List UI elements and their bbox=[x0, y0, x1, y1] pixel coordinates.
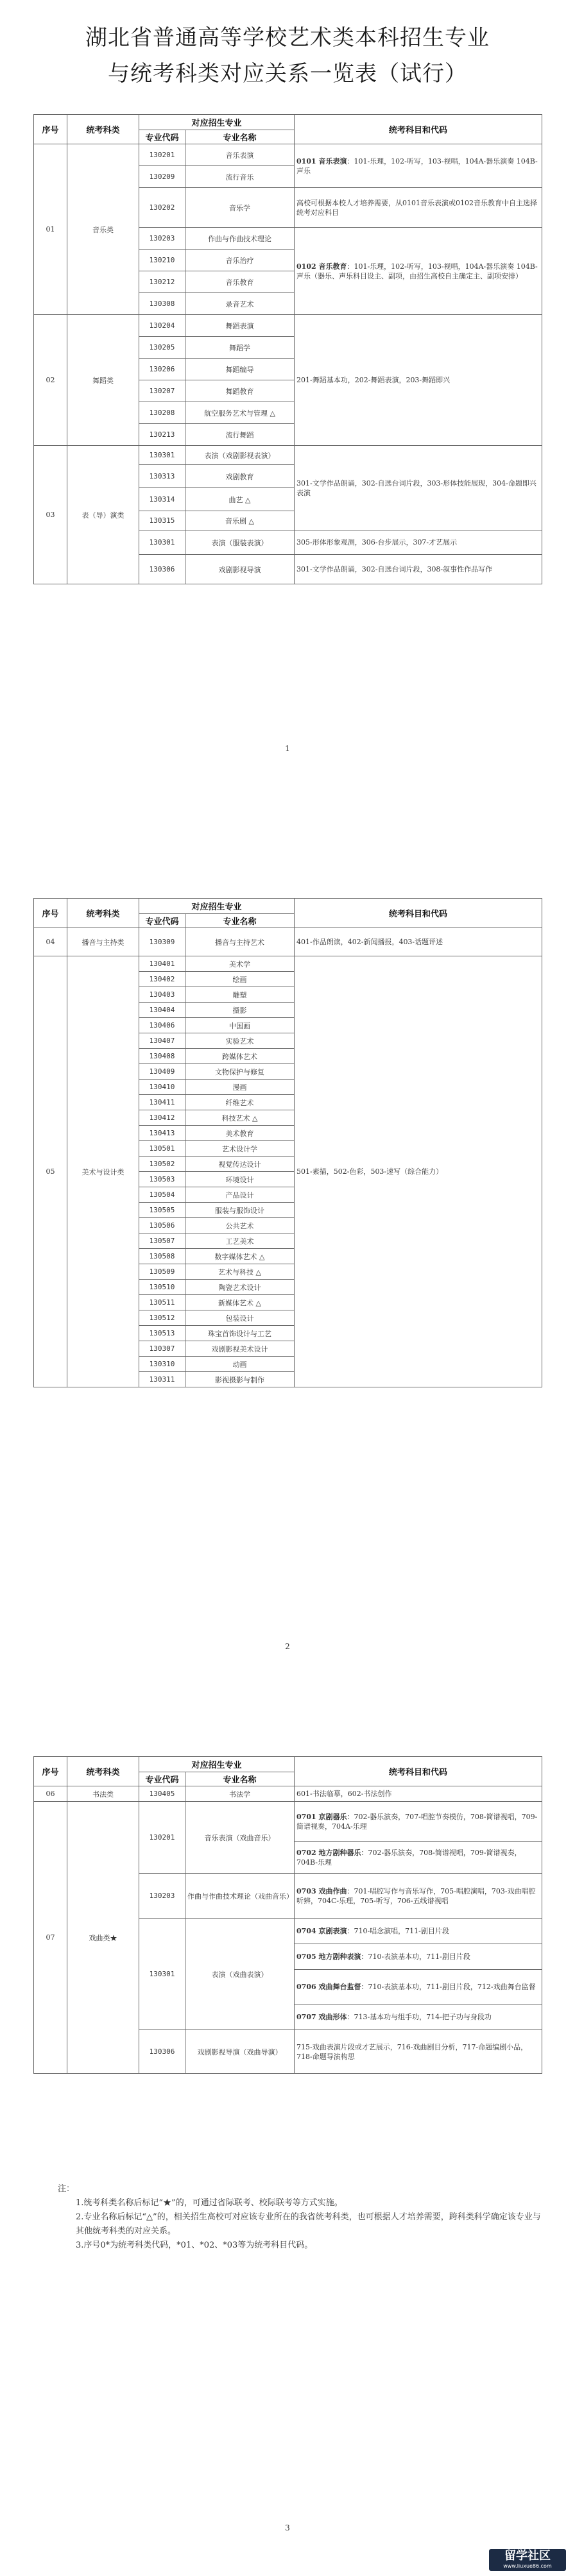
header-seq: 序号 bbox=[34, 899, 67, 928]
major-name: 跨媒体艺术 bbox=[185, 1049, 295, 1064]
exam-subjects: 715-戏曲表演片段或才艺展示，716-戏曲剧目分析，717-命题编剧小品，718-命题导演构思 bbox=[295, 2030, 542, 2074]
header-major-group: 对应招生专业 bbox=[139, 899, 295, 914]
exam-label: 0101 音乐表演 bbox=[296, 157, 347, 165]
exam-detail: ：702-器乐演奏，708-简谱视唱，709-简谱视奏，704B-乐理 bbox=[296, 1848, 522, 1867]
major-code: 130410 bbox=[139, 1080, 185, 1095]
exam-detail: ：710-表演基本功，711-剧目片段，712-戏曲舞台监督 bbox=[361, 1983, 536, 1991]
major-code: 130203 bbox=[139, 1874, 185, 1919]
major-name: 艺术与科技 △ bbox=[185, 1264, 295, 1280]
document-title-line1: 湖北省普通高等学校艺术类本科招生专业 bbox=[85, 25, 490, 51]
exam-subjects: 301-文学作品朗诵，302-自选台词片段，303-形体技能展现，304-命题即兴表演 bbox=[295, 446, 542, 530]
exam-subjects bbox=[295, 1919, 542, 1944]
major-code: 130201 bbox=[139, 144, 185, 166]
header-exam: 统考科目和代码 bbox=[295, 899, 542, 928]
major-code: 130301 bbox=[139, 530, 185, 555]
major-name: 中国画 bbox=[185, 1018, 295, 1033]
page-number: 3 bbox=[285, 2523, 290, 2532]
header-code: 专业代码 bbox=[139, 1772, 185, 1786]
header-major-group: 对应招生专业 bbox=[139, 1757, 295, 1772]
major-name: 戏剧影视美术设计 bbox=[185, 1341, 295, 1357]
major-code: 130509 bbox=[139, 1264, 185, 1280]
header-exam: 统考科目和代码 bbox=[295, 1757, 542, 1786]
header-category: 统考科类 bbox=[67, 1757, 139, 1786]
major-code: 130313 bbox=[139, 465, 185, 488]
page-number: 2 bbox=[285, 1642, 290, 1651]
note-item: 3.序号0*为统考科类代码，*01、*02、*03等为统考科目代码。 bbox=[76, 2241, 313, 2250]
exam-subjects bbox=[295, 1970, 542, 2004]
major-code: 130204 bbox=[139, 315, 185, 337]
major-code: 130208 bbox=[139, 402, 185, 424]
major-code: 130405 bbox=[139, 1786, 185, 1802]
exam-subjects: 601-书法临摹，602-书法创作 bbox=[295, 1786, 542, 1802]
category-cell: 书法类 bbox=[67, 1786, 139, 1802]
major-code: 130206 bbox=[139, 359, 185, 380]
major-code: 130310 bbox=[139, 1357, 185, 1372]
major-code: 130406 bbox=[139, 1018, 185, 1033]
major-name: 曲艺 △ bbox=[185, 488, 295, 511]
major-name: 音乐学 bbox=[185, 188, 295, 228]
major-name: 纤维艺术 bbox=[185, 1095, 295, 1110]
exam-subjects: 501-素描，502-色彩，503-速写（综合能力） bbox=[295, 956, 542, 1387]
exam-label: 0701 京剧器乐 bbox=[296, 1812, 347, 1821]
major-code: 130301 bbox=[139, 446, 185, 465]
major-name: 录音艺术 bbox=[185, 293, 295, 315]
major-code: 130205 bbox=[139, 337, 185, 359]
major-name: 舞蹈学 bbox=[185, 337, 295, 359]
exam-subjects: 高校可根据本校人才培养需要，从0101音乐表演或0102音乐教育中自主选择统考对应科目 bbox=[295, 188, 542, 228]
major-code: 130213 bbox=[139, 424, 185, 446]
watermark-logo bbox=[489, 2549, 566, 2571]
seq-cell: 06 bbox=[34, 1786, 67, 1802]
major-name: 陶瓷艺术设计 bbox=[185, 1280, 295, 1295]
major-name: 表演（戏曲表演） bbox=[185, 1919, 295, 2030]
exam-subjects: 401-作品朗读，402-新闻播报，403-话题评述 bbox=[295, 928, 542, 956]
major-name: 科技艺术 △ bbox=[185, 1110, 295, 1126]
major-name: 服装与服饰设计 bbox=[185, 1203, 295, 1218]
major-name: 摄影 bbox=[185, 1003, 295, 1018]
major-name: 音乐表演（戏曲音乐） bbox=[185, 1802, 295, 1874]
exam-detail: ：710-表演基本功，711-剧目片段 bbox=[361, 1953, 470, 1961]
exam-detail: ：713-基本功与组手功，714-把子功与身段功 bbox=[347, 2013, 492, 2021]
exam-subjects bbox=[295, 144, 542, 188]
watermark-text: 留学社区 bbox=[504, 2549, 551, 2563]
exam-detail: ：702-器乐演奏，707-唱腔节奏模仿，708-简谱视唱，709-简谱视奏，704A-乐理 bbox=[296, 1812, 538, 1831]
major-code: 130209 bbox=[139, 166, 185, 188]
exam-subjects bbox=[295, 228, 542, 315]
major-code: 130212 bbox=[139, 271, 185, 293]
major-code: 130504 bbox=[139, 1187, 185, 1203]
major-code: 130503 bbox=[139, 1172, 185, 1187]
category-cell: 舞蹈类 bbox=[67, 315, 139, 446]
major-code: 130403 bbox=[139, 987, 185, 1003]
seq-cell: 03 bbox=[34, 446, 67, 584]
major-code: 130404 bbox=[139, 1003, 185, 1018]
major-name: 流行舞蹈 bbox=[185, 424, 295, 446]
major-name: 作曲与作曲技术理论（戏曲音乐） bbox=[185, 1874, 295, 1919]
major-name: 新媒体艺术 △ bbox=[185, 1295, 295, 1310]
exam-subjects bbox=[295, 1842, 542, 1874]
header-code: 专业代码 bbox=[139, 914, 185, 928]
document-title-line2: 与统考科类对应关系一览表（试行） bbox=[108, 61, 467, 87]
major-code: 130510 bbox=[139, 1280, 185, 1295]
exam-label: 0706 戏曲舞台监督 bbox=[296, 1983, 361, 1991]
seq-cell: 07 bbox=[34, 1802, 67, 2074]
note-item: 2.专业名称后标记“△”的，相关招生高校可对应该专业所在的我省统考科类，也可根据人才培养需要，跨科类科学确定该专业与其他统考科类的对应关系。 bbox=[76, 2212, 541, 2236]
major-name: 音乐剧 △ bbox=[185, 511, 295, 530]
exam-detail: ：710-唱念演唱，711-剧目片段 bbox=[347, 1927, 449, 1935]
major-name: 公共艺术 bbox=[185, 1218, 295, 1233]
major-name: 雕塑 bbox=[185, 987, 295, 1003]
major-name: 音乐教育 bbox=[185, 271, 295, 293]
exam-subjects bbox=[295, 1874, 542, 1919]
exam-subjects bbox=[295, 2004, 542, 2030]
major-code: 130502 bbox=[139, 1157, 185, 1172]
major-code: 130203 bbox=[139, 228, 185, 250]
major-code: 130511 bbox=[139, 1295, 185, 1310]
major-code: 130306 bbox=[139, 555, 185, 584]
major-code: 130307 bbox=[139, 1341, 185, 1357]
major-code: 130314 bbox=[139, 488, 185, 511]
major-name: 舞蹈教育 bbox=[185, 380, 295, 402]
watermark-url: www.liuxue86.com bbox=[503, 2563, 552, 2569]
major-name: 戏剧影视导演 bbox=[185, 555, 295, 584]
major-name: 播音与主持艺术 bbox=[185, 928, 295, 956]
major-code: 130301 bbox=[139, 1919, 185, 2030]
header-major-group: 对应招生专业 bbox=[139, 115, 295, 130]
header-code: 专业代码 bbox=[139, 130, 185, 144]
major-code: 130412 bbox=[139, 1110, 185, 1126]
major-code: 130501 bbox=[139, 1141, 185, 1157]
major-name: 珠宝首饰设计与工艺 bbox=[185, 1326, 295, 1341]
major-name: 舞蹈表演 bbox=[185, 315, 295, 337]
major-code: 130408 bbox=[139, 1049, 185, 1064]
seq-cell: 01 bbox=[34, 144, 67, 315]
major-name: 产品设计 bbox=[185, 1187, 295, 1203]
seq-cell: 04 bbox=[34, 928, 67, 956]
seq-cell: 05 bbox=[34, 956, 67, 1387]
header-seq: 序号 bbox=[34, 1757, 67, 1786]
major-code: 130411 bbox=[139, 1095, 185, 1110]
exam-detail: ：701-唱腔写作与音乐写作，705-唱腔演唱，703-戏曲唱腔听辨，704C-乐理，705-听写，706-五线谱视唱 bbox=[296, 1886, 536, 1905]
major-name: 环境设计 bbox=[185, 1172, 295, 1187]
header-name: 专业名称 bbox=[185, 130, 295, 144]
header-category: 统考科类 bbox=[67, 115, 139, 144]
major-name: 影视摄影与制作 bbox=[185, 1372, 295, 1387]
category-cell: 播音与主持类 bbox=[67, 928, 139, 956]
major-name: 航空服务艺术与管理 △ bbox=[185, 402, 295, 424]
header-name: 专业名称 bbox=[185, 1772, 295, 1786]
major-name: 艺术设计学 bbox=[185, 1141, 295, 1157]
exam-subjects bbox=[295, 1944, 542, 1970]
major-name: 流行音乐 bbox=[185, 166, 295, 188]
major-name: 绘画 bbox=[185, 972, 295, 987]
major-name: 音乐表演 bbox=[185, 144, 295, 166]
exam-subjects: 201-舞蹈基本功，202-舞蹈表演，203-舞蹈即兴 bbox=[295, 315, 542, 446]
category-cell: 戏曲类★ bbox=[67, 1802, 139, 2074]
major-code: 130210 bbox=[139, 250, 185, 271]
major-name: 工艺美术 bbox=[185, 1233, 295, 1249]
broadcast-art-table bbox=[33, 898, 542, 1387]
exam-subjects: 301-文学作品朗诵，302-自选台词片段，308-叙事性作品写作 bbox=[295, 555, 542, 584]
category-cell: 音乐类 bbox=[67, 144, 139, 315]
major-name: 美术学 bbox=[185, 956, 295, 972]
major-name: 表演（戏剧影视表演） bbox=[185, 446, 295, 465]
major-code: 130201 bbox=[139, 1802, 185, 1874]
notes-section bbox=[58, 2182, 545, 2253]
page-number: 1 bbox=[285, 744, 290, 753]
major-code: 130513 bbox=[139, 1326, 185, 1341]
exam-label: 0702 地方剧种器乐 bbox=[296, 1848, 361, 1857]
major-code: 130407 bbox=[139, 1033, 185, 1049]
exam-label: 0704 京剧表演 bbox=[296, 1927, 347, 1935]
major-name: 数字媒体艺术 △ bbox=[185, 1249, 295, 1264]
exam-detail: ：101-乐理，102-听写，103-视唱，104A-器乐演奏 104B-声乐 bbox=[296, 157, 538, 175]
major-code: 130207 bbox=[139, 380, 185, 402]
note-item: 1.统考科类名称后标记“★”的，可通过省际联考、校际联考等方式实施。 bbox=[76, 2198, 343, 2208]
exam-subjects: 305-形体形象观测，306-台步展示，307-才艺展示 bbox=[295, 530, 542, 555]
header-exam: 统考科目和代码 bbox=[295, 115, 542, 144]
major-name: 实验艺术 bbox=[185, 1033, 295, 1049]
header-category: 统考科类 bbox=[67, 899, 139, 928]
major-code: 130505 bbox=[139, 1203, 185, 1218]
major-code: 130401 bbox=[139, 956, 185, 972]
major-name: 美术教育 bbox=[185, 1126, 295, 1141]
major-code: 130512 bbox=[139, 1310, 185, 1326]
major-code: 130306 bbox=[139, 2030, 185, 2074]
exam-label: 0707 戏曲形体 bbox=[296, 2013, 347, 2021]
exam-label: 0102 音乐教育 bbox=[296, 262, 347, 271]
major-code: 130409 bbox=[139, 1064, 185, 1080]
exam-detail: ：101-乐理，102-听写，103-视唱，104A-器乐演奏 104B-声乐（器乐、声乐科目设主、副项，由招生高校自主确定主、副项安排） bbox=[296, 262, 538, 280]
major-code: 130507 bbox=[139, 1233, 185, 1249]
major-name: 文物保护与修复 bbox=[185, 1064, 295, 1080]
exam-label: 0703 戏曲作曲 bbox=[296, 1886, 347, 1895]
major-code: 130508 bbox=[139, 1249, 185, 1264]
major-code: 130311 bbox=[139, 1372, 185, 1387]
major-code: 130308 bbox=[139, 293, 185, 315]
major-name: 戏剧教育 bbox=[185, 465, 295, 488]
major-code: 130202 bbox=[139, 188, 185, 228]
header-name: 专业名称 bbox=[185, 914, 295, 928]
major-name: 漫画 bbox=[185, 1080, 295, 1095]
exam-label: 0705 地方剧种表演 bbox=[296, 1953, 361, 1961]
major-name: 作曲与作曲技术理论 bbox=[185, 228, 295, 250]
seq-cell: 02 bbox=[34, 315, 67, 446]
major-name: 动画 bbox=[185, 1357, 295, 1372]
category-cell: 表（导）演类 bbox=[67, 446, 139, 584]
header-seq: 序号 bbox=[34, 115, 67, 144]
major-code: 130309 bbox=[139, 928, 185, 956]
major-name: 舞蹈编导 bbox=[185, 359, 295, 380]
calligraphy-opera-table bbox=[33, 1756, 542, 2074]
major-name: 书法学 bbox=[185, 1786, 295, 1802]
major-code: 130315 bbox=[139, 511, 185, 530]
music-dance-drama-table bbox=[33, 114, 542, 584]
major-name: 表演（服装表演） bbox=[185, 530, 295, 555]
major-code: 130506 bbox=[139, 1218, 185, 1233]
major-name: 包装设计 bbox=[185, 1310, 295, 1326]
notes-label: 注： bbox=[58, 2184, 75, 2194]
major-name: 戏剧影视导演（戏曲导演） bbox=[185, 2030, 295, 2074]
major-code: 130413 bbox=[139, 1126, 185, 1141]
major-name: 音乐治疗 bbox=[185, 250, 295, 271]
major-code: 130402 bbox=[139, 972, 185, 987]
exam-subjects bbox=[295, 1802, 542, 1842]
category-cell: 美术与设计类 bbox=[67, 956, 139, 1387]
major-name: 视觉传达设计 bbox=[185, 1157, 295, 1172]
